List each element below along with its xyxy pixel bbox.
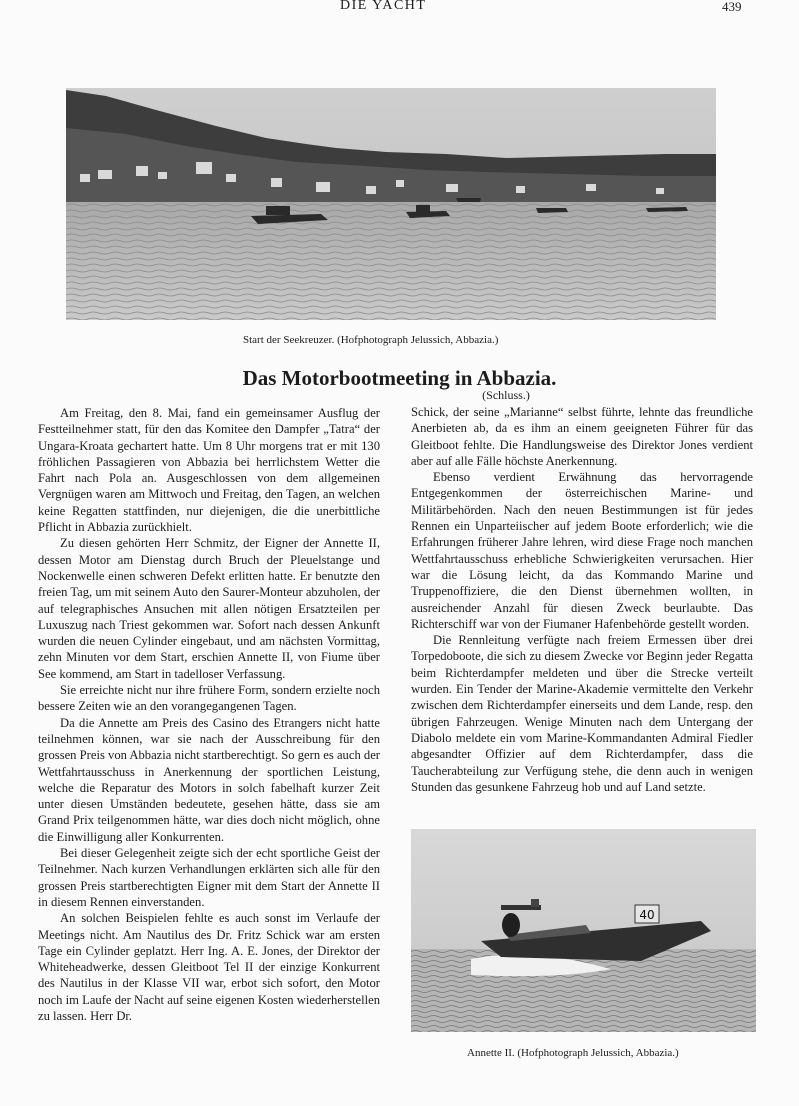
text-column-left <box>38 405 380 1073</box>
photo-seekreuzer-svg <box>66 88 716 320</box>
photo-seekreuzer-start <box>66 88 716 320</box>
paragraph: Zu diesen gehörten Herr Schmitz, der Eigner der Annette II, dessen Motor am Dienstag durch Bruch der Pleuelstange und Nockenwelle einen schweren Defekt erlitten hatte. Er benutzte den freien Tag, um mit seinem Auto den Saurer-Monteur abzuholen, der auf telegraphisches Ansuchen mit allen nötigen Ersatzteilen per Luxuszug nach Triest gekommen war. Sofort nach dessen Ankunft wurden die neuen Cylinder eingebaut, und am nächsten Vormittag, zehn Minuten vor dem Start, erschien Annette II, von Fiume über See kommend, am Start in tadelloser Verfassung. <box>38 536 380 681</box>
running-header <box>0 0 799 16</box>
article-title: Das Motorbootmeeting in Abbazia. <box>242 366 557 390</box>
paragraph: Am Freitag, den 8. Mai, fand ein gemeinsamer Ausflug der Festteilnehmer statt, für den das Komitee den Dampfer „Tatra“ der Ungara-Kroata gechartert hatte. Um 8 Uhr morgens trat er mit 130 fröhlichen Passagieren von Abbazia bei herrlichstem Wetter die Fahrt nach Pola an. Ausgeschlossen von dem allgemeinen Vergnügen waren am Mittwoch und Freitag, den Tagen, an welchen keine Regatten stattfinden, nur diejenigen, die die unerbittliche Pflicht in Abbazia zurückhielt. <box>38 406 380 535</box>
article-subtitle: (Schluss.) <box>482 388 530 402</box>
paragraph: Sie erreichte nicht nur ihre frühere Form, sondern erzielte noch bessere Zeiten wie an den vorangegangenen Tagen. <box>38 683 380 714</box>
paragraph: Schick, der seine „Marianne“ selbst führte, lehnte das freundliche Anerbieten ab, da es ihm an einem geeigneten Führer für das Gleitboot fehlte. Die Handlungsweise des Direktor Jones verdient aber auf alle Fälle höchste Anerkennung. <box>411 405 753 468</box>
paragraph: An solchen Beispielen fehlte es auch sonst im Verlaufe der Meetings nicht. Am Nautilus des Dr. Fritz Schick war am ersten Tage ein Cylinder geplatzt. Herr Ing. A. E. Jones, der Direktor der Whiteheadwerke, dessen Gleitboot Tel II der einzige Konkurrent des Nautilus in der Klasse VII war, erbot sich sofort, den Motor noch im Laufe der Nacht auf seine eigenen Kosten wiederherstellen zu lassen. Herr Dr. <box>38 911 380 1023</box>
photo-annette-ii <box>411 829 756 1032</box>
figure-caption-1: Start der Seekreuzer. (Hofphotograph Jelussich, Abbazia.) <box>243 334 499 346</box>
journal-title: DIE YACHT <box>340 0 427 13</box>
page-number: 439 <box>722 0 742 14</box>
photo-annette-svg <box>411 829 756 1032</box>
paragraph: Da die Annette am Preis des Casino des Etrangers nicht hatte teilnehmen können, war sie nach der Ausschreibung für den grossen Preis von Abbazia nicht startberechtigt. So gern es auch der Wettfahrtausschuss in Anerkennung der sportlichen Leistung, welche die Reparatur des Motors in solch fabelhaft kurzer Zeit unter diesen Umständen bedeutete, gesehen hätte, dass sie am Grand Prix teilgenommen hätte, war dies doch nicht möglich, ohne die Einwilligung aller Konkurrenten. <box>38 715 380 844</box>
boat-number: 40 <box>639 908 655 922</box>
figure-caption-2: Annette II. (Hofphotograph Jelussich, Abbazia.) <box>467 1047 679 1059</box>
paragraph: Die Rennleitung verfügte nach freiem Ermessen über drei Torpedoboote, die sich zu diesem Zwecke vor Beginn jeder Regatta beim Richterdampfer meldeten und über die Strecke verteilt wurden. Ein Tender der Marine-Akademie vermittelte den Verkehr zwischen dem Richterdampfer einerseits und dem Lande, resp. den übrigen Fahrzeugen. Wenige Minuten nach dem Untergang der Diabolo meldete ein vom Marine-Kommandanten Admiral Fiedler abgesandter Offizier auf dem Richterdampfer, dass die Taucherabteilung zur Verfügung stehe, die denn auch in wenigen Stunden das gesunkene Fahrzeug hob und auf Land setzte. <box>411 633 753 794</box>
paragraph: Ebenso verdient Erwähnung das hervorragende Entgegenkommen der österreichischen Marine- und Militärbehörden. Nach den neuen Bestimmungen ist für jedes Rennen ein Unparteiischer auf jedem Boote erforderlich; wie die Erfahrungen früherer Jahre lehren, wird diese Frage noch manchen Wettfahrtausschuss erhebliche Schwierigkeiten verursachen. Hier war die Lösung leicht, da das Kommando Marine und Truppenoffiziere, die den Dienst übernehmen wollten, in ausreichender Anzahl für diesen Zweck beurlaubte. Das Richterschiff war von der Fiumaner Hafenbehörde gestellt worden. <box>411 470 753 631</box>
text-column-right <box>411 404 753 816</box>
paragraph: Bei dieser Gelegenheit zeigte sich der echt sportliche Geist der Teilnehmer. Nach kurzen Verhandlungen erklärten sich alle für den grossen Preis startberechtigten Eigner mit dem Start der Annette II in diesem Rennen einverstanden. <box>38 846 380 909</box>
